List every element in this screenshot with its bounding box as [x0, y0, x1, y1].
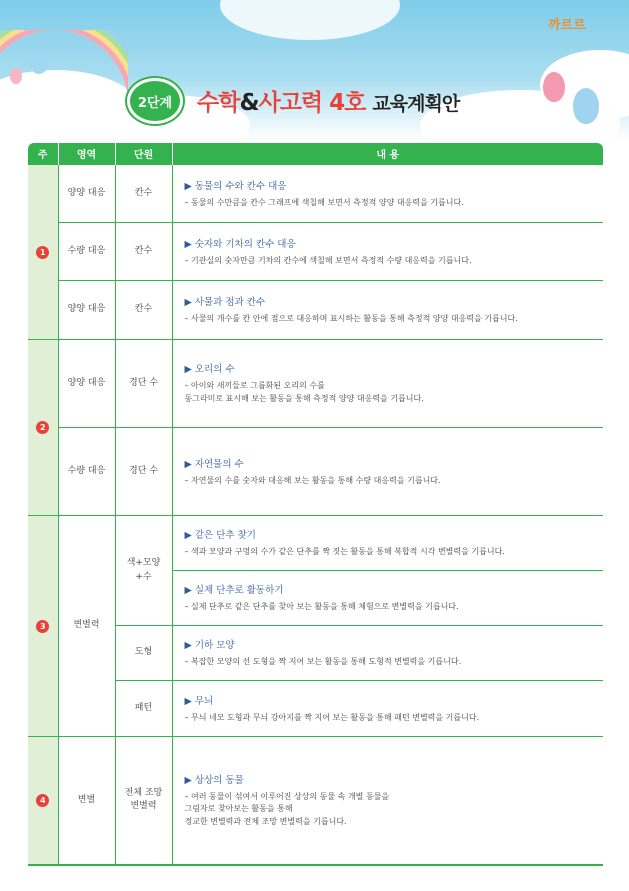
content-cell — [172, 737, 603, 865]
balloon-icon — [543, 72, 565, 102]
week-number-badge: 4 — [36, 794, 49, 807]
balloon-icon — [30, 50, 48, 74]
content-description: – 자연물의 수를 숫자와 대응해 보는 활동을 통해 수량 대응력을 기릅니다. — [184, 475, 441, 485]
content-cell — [172, 571, 603, 626]
content-cell — [172, 165, 603, 223]
table-row — [28, 626, 603, 681]
header-content: 내 용 — [172, 143, 603, 165]
content-cell — [172, 340, 603, 428]
week-cell — [28, 340, 58, 516]
content-cell — [172, 681, 603, 737]
content-cell — [172, 223, 603, 281]
content-description: – 무늬 네모 도형과 무늬 강아지를 짝 지어 보는 활동을 통해 패턴 변별력을 기릅니다. — [184, 712, 480, 722]
table-header-row — [28, 143, 603, 165]
area-cell: 수량 대응 — [58, 223, 115, 281]
content-description: – 실제 단추로 같은 단추를 찾아 보는 활동을 통해 체험으로 변별력을 기릅니다. — [184, 602, 459, 612]
unit-cell: 경단 수 — [115, 428, 172, 516]
week-number-badge: 1 — [36, 246, 49, 259]
brand-logo: 까르르 — [548, 18, 586, 33]
content-description: – 사물의 개수를 칸 안에 점으로 대응하며 표시하는 활동을 통해 측정적 양양 대응력을 기릅니다. — [184, 314, 518, 324]
content-title: ▶ 동물의 수와 칸수 대응 — [184, 180, 287, 192]
area-cell: 변별력 — [58, 516, 115, 737]
content-title: ▶ 상상의 동물 — [184, 774, 244, 786]
content-cell — [172, 281, 603, 340]
week-cell — [28, 165, 58, 340]
header-week: 주 — [28, 143, 58, 165]
content-description: – 복잡한 모양의 선 도형을 짝 지어 보는 활동을 통해 도형적 변별력을 기릅니다. — [184, 657, 462, 667]
content-cell — [172, 626, 603, 681]
unit-cell: 칸수 — [115, 281, 172, 340]
content-title: ▶ 같은 단추 찾기 — [184, 530, 256, 542]
unit-cell: 칸수 — [115, 223, 172, 281]
content-title: ▶ 오리의 수 — [184, 364, 235, 376]
area-cell: 수량 대응 — [58, 428, 115, 516]
table-row — [28, 681, 603, 737]
content-description: – 동물의 수만큼을 칸수 그래프에 색칠해 보면서 측정적 양양 대응력을 기릅니다. — [184, 197, 464, 207]
week-number-badge: 2 — [36, 421, 49, 434]
table-row — [28, 428, 603, 516]
week-cell — [28, 737, 58, 865]
unit-cell: 도형 — [115, 626, 172, 681]
area-cell: 변별 — [58, 737, 115, 865]
area-cell: 양양 대응 — [58, 340, 115, 428]
week-number-badge: 3 — [36, 620, 49, 633]
unit-cell: 색+모양 +수 — [115, 516, 172, 626]
header-unit: 단원 — [115, 143, 172, 165]
header-banner — [0, 0, 629, 140]
content-description: – 여러 동물이 섞여서 이루어진 상상의 동물 속 개별 동물을 그림자로 찾아보는 활동을 통해 정교한 변별력과 전체 조망 변별력을 기릅니다. — [184, 791, 390, 827]
table-row — [28, 737, 603, 865]
table-row — [28, 516, 603, 571]
cloud-decoration — [220, 0, 400, 40]
area-cell: 양양 대응 — [58, 165, 115, 223]
content-title: ▶ 기하 모양 — [184, 640, 235, 652]
table-row — [28, 340, 603, 428]
table-row — [28, 223, 603, 281]
balloon-icon — [573, 88, 599, 124]
unit-cell: 전체 조망 변별력 — [115, 737, 172, 865]
unit-cell: 칸수 — [115, 165, 172, 223]
content-description: – 색과 모양과 구멍의 수가 같은 단추를 짝 짓는 활동을 통해 복합적 시각 변별력을 기릅니다. — [184, 547, 505, 557]
content-cell — [172, 428, 603, 516]
header-area: 영역 — [58, 143, 115, 165]
step-badge: 2단계 — [127, 78, 183, 124]
table-row — [28, 165, 603, 223]
balloon-icon — [10, 68, 22, 84]
content-title: ▶ 실제 단추로 활동하기 — [184, 585, 284, 597]
content-description: – 아이와 새끼들로 그룹화된 오리의 수를 동그라미로 표시해 보는 활동을 통해 측정적 양양 대응력을 기릅니다. — [184, 381, 424, 403]
content-title: ▶ 숫자와 기차의 칸수 대응 — [184, 238, 296, 250]
content-cell — [172, 516, 603, 571]
content-title: ▶ 사물과 점과 칸수 — [184, 297, 266, 309]
education-plan-table — [28, 143, 603, 866]
unit-cell: 경단 수 — [115, 340, 172, 428]
content-description: – 기관실의 숫자만큼 기차의 칸수에 색칠해 보면서 측정적 수량 대응력을 기릅니다. — [184, 255, 472, 265]
content-title: ▶ 자연물의 수 — [184, 458, 244, 470]
unit-cell: 패턴 — [115, 681, 172, 737]
week-cell — [28, 516, 58, 737]
page-title: 수학&사고력 4호 교육계획안 — [197, 90, 460, 116]
area-cell: 양양 대응 — [58, 281, 115, 340]
table-row — [28, 281, 603, 340]
content-title: ▶ 무늬 — [184, 695, 214, 707]
